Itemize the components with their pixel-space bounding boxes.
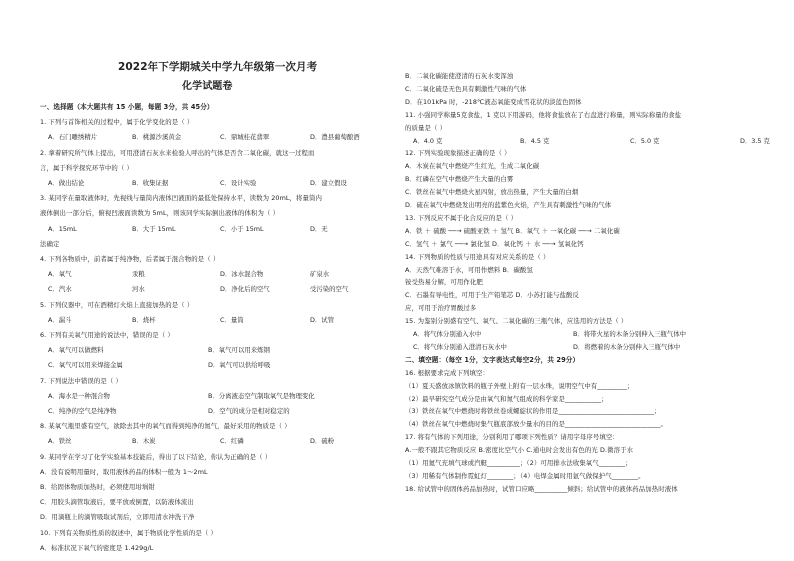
answer-option: B．将带火星的木条分别伸入三瓶气体中 xyxy=(573,330,687,338)
answer-option: C．小于 15mL xyxy=(220,224,264,233)
question-line: 4. 下列各物质中，前者属于纯净物，后者属于混合物的是（ ） xyxy=(40,255,220,263)
question-line: 14. 下列物质的性质与用途具有对应关系的是（ ） xyxy=(405,252,550,261)
question-line: B．给固体物质加热时，必须使用坩埚钳 xyxy=(40,483,155,491)
question-line: A．没有说明用量时，取用液体药品的体积一般为 1～2mL xyxy=(40,467,208,476)
answer-option: D．澧县葡萄酿酒 xyxy=(310,133,360,142)
question-line: 17. 将有气体的下列用途，分别利用了哪项下列性质？请用字母序号填空： xyxy=(405,433,619,442)
question-line: D．用滴瓶上的滴管吸取试剂后，立即用清水冲洗干净 xyxy=(40,513,195,522)
answer-option: D．空气的成分是相对稳定的 xyxy=(208,407,290,415)
question-line: 12. 下列实验现象描述正确的是（ ） xyxy=(405,149,511,158)
answer-option: C．5.0 克 xyxy=(630,136,660,145)
question-line: A.一般不跟其它物质反应 B.密度比空气小 C.通电时会发出有色的光 D.微溶于水 xyxy=(405,446,634,455)
question-line: 15. 为鉴别分别盛有空气、氧气、二氧化碳的三瓶气体，应选用的方法是（ ） xyxy=(405,317,628,326)
answer-option: D．硫粉 xyxy=(310,437,335,446)
answer-option: B．大于 15mL xyxy=(132,224,176,233)
question-line: 11. 小强同学称量5克食盐，1 克以下用游码，他将食盐放在了右盘进行称量，则实际称量的食盐 xyxy=(405,110,682,119)
answer-option: 汞粮 xyxy=(132,270,145,279)
answer-option: A．做出结论 xyxy=(48,179,85,187)
question-line: C．氢气 ＋ 氯气 ──→ 氯化氢 D．氧化钙 ＋ 水 ──→ 氢氧化钙 xyxy=(405,239,584,248)
question-line: 6. 下列有关氧气用途的说法中，错误的是（ ） xyxy=(40,331,174,339)
question-line: 的质量是（ ） xyxy=(405,123,447,132)
question-line: 7. 下列说法中错误的是（ ） xyxy=(40,376,122,385)
question-line: （4）铁丝在氧气中燃烧时集气瓶底部放少量水的目的是_____________________________。 xyxy=(405,420,667,429)
answer-option: B．氧气可以用来炼钢 xyxy=(208,346,270,355)
question-line: 16. 根据要求完成下列填空： xyxy=(405,368,489,377)
question-line: 3. 某同学在量取液体时，先视线与量筒内液体凹液面的最低处保持水平，读数为 20mL，将量筒内 xyxy=(40,194,323,203)
answer-option: C．量筒 xyxy=(220,315,244,324)
question-line: 10. 下列有关物质性质的叙述中，属于物质化学性质的是（ ） xyxy=(40,528,217,537)
exam-subtitle: 化学试题卷 xyxy=(182,81,233,92)
answer-option: B．分离液态空气制取氧气是物理变化 xyxy=(208,391,315,400)
answer-option: A．石门雕绣精片 xyxy=(48,133,98,142)
answer-option: A．铁丝 xyxy=(48,437,72,446)
answer-option: 矿泉水 xyxy=(310,270,330,279)
question-line: C．二氧化硫是无色具有刺激性气味的气体 xyxy=(405,84,527,93)
question-line: 法确定 xyxy=(40,239,60,248)
answer-option: 受污染的空气 xyxy=(310,285,349,294)
question-line: A．天然气难溶于水，可用作燃料 B．碳酸氢 xyxy=(405,265,533,274)
question-line: C．用胶头滴管取液后，要平放或倒置，以防液体流出 xyxy=(40,498,194,507)
question-line: （1）夏天盛放冰镇饮料的瓶子外壁上附有一层水珠，说明空气中有_________； xyxy=(405,381,634,390)
question-line: B．二氧化碳能使澄清的石灰水变浑浊 xyxy=(405,72,514,80)
question-line: 应，可用于治疗胃酸过多 xyxy=(405,304,477,313)
question-line: 铵受热易分解，可用作化肥 xyxy=(405,278,483,287)
answer-option: D．净化后的空气 xyxy=(220,285,270,294)
answer-option: D．建立假设 xyxy=(310,179,347,187)
exam-title: 2022年下学期城关中学九年级第一次月考 xyxy=(118,61,318,73)
question-line: C．石墨有导电性，可用于生产铅笔芯 D．小苏打能与盐酸反 xyxy=(405,291,579,300)
question-line: B．红磷在空气中燃烧产生大量的白雾 xyxy=(405,175,514,184)
answer-option: A．海水是一种混合物 xyxy=(48,391,110,400)
question-line: 液体倒出一部分后，俯视凹液面读数为 5mL，则该同学实际倒出液体的体积为（ ） xyxy=(40,209,280,218)
section-heading: 二、填空题：（每空 1分，文字表达式每空2分，共 29分） xyxy=(405,355,580,364)
question-line: （3）铁丝在氧气中燃烧时将铁丝卷成螺旋状的作用是_____________________________； xyxy=(405,407,661,416)
question-line: （1）用氦气充填气球或汽艇__________；（2）可用排水法收集氧气________； xyxy=(405,459,632,467)
question-line: D．硫在氧气中燃烧发出明亮的蓝紫色火焰，产生具有刺激性气味的气体 xyxy=(405,201,612,209)
question-line: 2. 拿着研究所气体上提出，可用澄清石灰水来检验人呼出的气体是否含二氧化碳，就这一过程而 xyxy=(40,148,315,157)
question-line: （2）最早研究空气成分是由氧气和氮气组成的科学家是___________； xyxy=(405,394,608,403)
answer-option: D．3.5 克 xyxy=(740,136,770,145)
answer-option: C．汽水 xyxy=(48,285,72,294)
question-line: A．标准状况下氧气的密度是 1.429g/L xyxy=(40,543,154,552)
answer-option: B．4.5 克 xyxy=(520,136,550,145)
answer-option: B．桃源沙溪黄金 xyxy=(132,133,182,142)
question-line: 18. 给试管中的固体药品加热时，试管口应略__________倾斜；给试管中的液体药品加热时液体 xyxy=(405,484,678,493)
question-line: A．木炭在氧气中燃烧产生红光，生成二氧化碳 xyxy=(405,162,540,171)
answer-option: A．漏斗 xyxy=(48,315,72,324)
question-line: 8. 某氧气瓶里盛有空气，欲除去其中的氧气而得到纯净的氮气，最好采用的物质是（ ） xyxy=(40,422,291,431)
answer-option: C．纯净的空气是纯净物 xyxy=(48,407,117,415)
answer-option: D．无 xyxy=(310,224,328,233)
answer-option: D．试管 xyxy=(310,315,335,324)
answer-option: D．冰水混合物 xyxy=(220,270,264,279)
answer-option: D．氧气可以供给呼吸 xyxy=(208,361,271,370)
question-line: C．铁丝在氧气中燃烧火星四射，放出热量，产生大量的白烟 xyxy=(405,188,579,197)
answer-option: C．将气体分别通入澄清石灰水中 xyxy=(413,342,507,351)
answer-option: A．将气体分别通入水中 xyxy=(413,330,482,338)
question-line: D．在101kPa 时，-218℃液态氧能变成雪花状的淡蓝色固体 xyxy=(405,97,582,106)
answer-option: B．木炭 xyxy=(132,437,156,446)
question-line: 言，属于科学探究环节中的（ ） xyxy=(40,163,133,172)
answer-option: 河水 xyxy=(132,285,145,294)
answer-option: A．15mL xyxy=(48,224,77,233)
question-line: 1. 下列与首饰相关的过程中，属于化学变化的是（ ） xyxy=(40,118,194,127)
answer-option: B．收集证据 xyxy=(132,179,169,187)
answer-option: A．氧气可以做燃料 xyxy=(48,346,104,355)
answer-option: B．烧杯 xyxy=(132,315,156,324)
question-line: （3）用稀有气体制作霓虹灯________；（4）电焊金属时用氩气做保护气________。 xyxy=(405,471,645,480)
question-line: 5. 下列仪器中，可在酒精灯火焰上直接加热的是（ ） xyxy=(40,300,194,309)
answer-option: C．红磷 xyxy=(220,437,244,446)
answer-option: D．将燃着的木条分别伸入三瓶气体中 xyxy=(573,342,681,351)
answer-option: C．氧气可以用来焊接金属 xyxy=(48,361,123,370)
answer-option: C．设计实验 xyxy=(220,179,257,187)
answer-option: C．鼎城桂花翡翠 xyxy=(220,133,270,142)
question-line: A．铁 ＋ 硫酸 ──→ 硫酸亚铁 ＋ 氢气 B．氧气 ＋ 一氧化碳 ──→ 二氧化碳 xyxy=(405,226,620,235)
answer-option: A．4.0 克 xyxy=(413,136,443,145)
question-line: 9. 某同学在学习了化学实验基本技能后，得出了以下结论，你认为正确的是（ ） xyxy=(40,452,272,461)
section-heading: 一、选择题（本大题共有 15 小题，每题 3分，共 45分） xyxy=(40,103,214,111)
question-line: 13. 下列反应不属于化合反应的是（ ） xyxy=(405,213,518,222)
answer-option: A．氧气 xyxy=(48,270,72,279)
